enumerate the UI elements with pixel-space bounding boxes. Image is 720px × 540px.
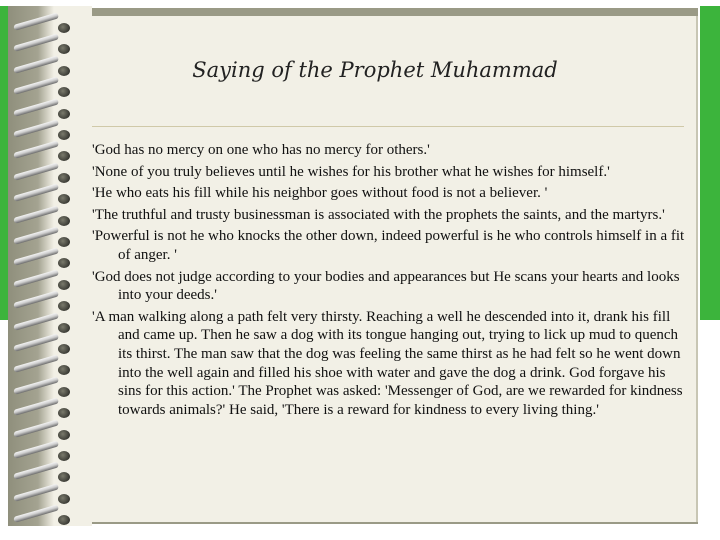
spiral-ring — [14, 407, 72, 419]
spiral-ring — [14, 279, 72, 291]
sayings-list — [92, 141, 686, 422]
spiral-ring — [14, 236, 72, 248]
spiral-ring — [14, 257, 72, 269]
spiral-ring — [14, 386, 72, 398]
spiral-ring — [14, 450, 72, 462]
spiral-ring — [14, 364, 72, 376]
spiral-ring — [14, 108, 72, 120]
saying-item: 'None of you truly believes until he wishes for his brother what he wishes for himself.' — [92, 163, 610, 180]
saying-item: 'The truthful and trusty businessman is associated with the prophets the saints, and the martyrs.' — [92, 206, 665, 223]
spiral-ring — [14, 172, 72, 184]
saying-item: 'A man walking along a path felt very thirsty. Reaching a well he descended into it, drank his fill and came up. Then he saw a dog with its tongue hanging out, trying to lick up mud to quench its thirst. The man saw that the dog was feeling the same thirst as he had felt so he went down into the well again and filled his shoe with water and gave the dog a drink. God forgave his sins for this action.' The Prophet was asked: 'Messenger of God, are we rewarded for kindness towards animals?' He said, 'There is a reward for kindness to every living thing.' — [92, 308, 683, 418]
spiral-ring — [14, 215, 72, 227]
spiral-ring — [14, 322, 72, 334]
spiral-ring — [14, 43, 72, 55]
title-rule — [92, 126, 684, 127]
green-border-left — [0, 6, 8, 320]
spiral-ring — [14, 429, 72, 441]
saying-item: 'Powerful is not he who knocks the other down, indeed powerful is he who controls himself in a fit of anger. ' — [92, 228, 685, 263]
spiral-ring — [14, 493, 72, 505]
saying-item: 'He who eats his fill while his neighbor goes without food is not a believer. ' — [92, 185, 548, 202]
saying-item: 'God does not judge according to your bodies and appearances but He scans your hearts and looks into your deeds.' — [92, 268, 680, 304]
spiral-ring — [14, 86, 72, 98]
spiral-ring — [14, 22, 72, 34]
spiral-ring — [14, 471, 72, 483]
slide-title: Saying of the Prophet Muhammad — [192, 58, 558, 82]
spiral-ring — [14, 129, 72, 141]
spiral-ring — [14, 65, 72, 77]
spiral-ring — [14, 300, 72, 312]
spiral-ring — [14, 514, 72, 526]
green-border-right — [700, 0, 720, 540]
spiral-ring — [14, 150, 72, 162]
saying-item: 'God has no mercy on one who has no mercy for others.' — [92, 142, 430, 158]
spiral-ring — [14, 193, 72, 205]
spiral-ring — [14, 343, 72, 355]
